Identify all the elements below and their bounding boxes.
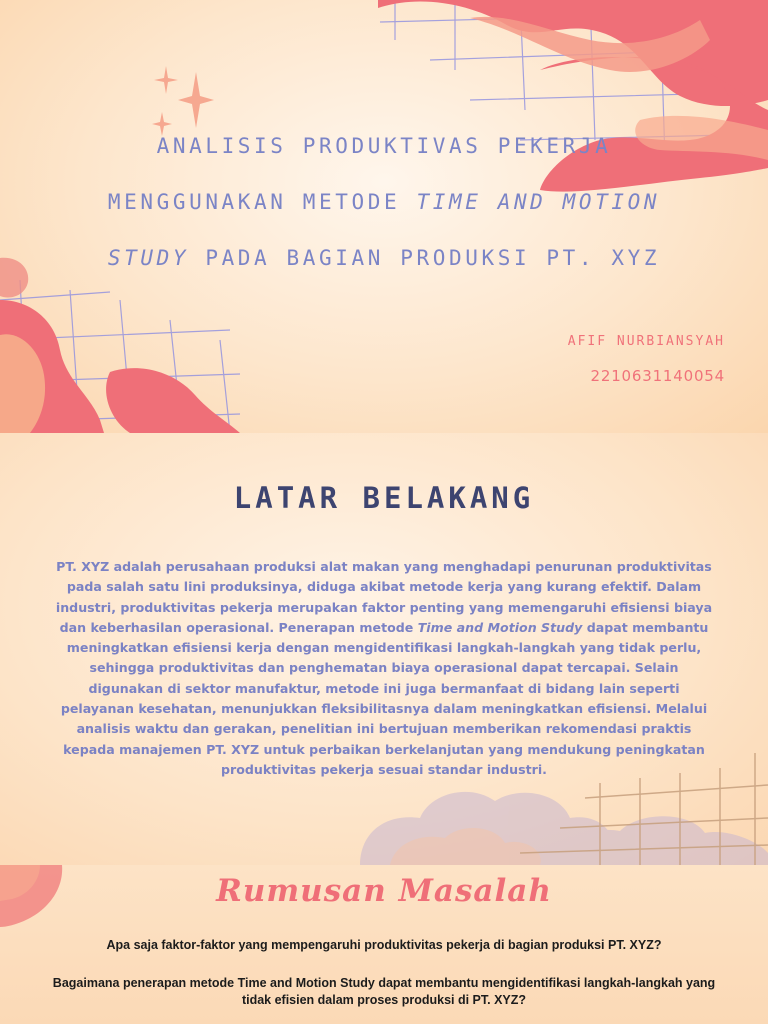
research-question-2: Bagaimana penerapan metode Time and Motion Study dapat membantu mengidentifikasi langkah-langkah yang tidak efisien dalam proses produksi di PT. XYZ? bbox=[52, 976, 716, 1007]
title-line-2-italic: TIME AND MOTION bbox=[416, 190, 661, 214]
paragraph-method-italic: Time and Motion Study bbox=[417, 619, 583, 635]
latar-belakang-paragraph bbox=[52, 557, 716, 780]
document-title-line-1: ANALISIS PRODUKTIVAS PEKERJA bbox=[156, 134, 612, 158]
author-student-id: 2210631140054 bbox=[590, 367, 725, 385]
title-section bbox=[0, 0, 768, 433]
paragraph-text-part-2: dapat membantu meningkatkan efisiensi kerja dengan mengidentifikasi langkah-langkah yang tidak perlu, sehingga produktivitas dan penghematan biaya operasional dapat tercapai. Selain digunakan di sektor manufaktur, metode ini juga bermanfaat di bidang lain seperti pelayanan kesehatan, menunjukkan fleksibilitasnya dalam meningkatkan efisiensi. Melalui analisis waktu dan gerakan, penelitian ini bertujuan memberikan rekomendasi praktis kepada manajemen PT. XYZ untuk perbaikan berkelanjutan yang mendukung peningkatan produktivitas pekerja sesuai standar industri. bbox=[60, 619, 709, 777]
rumusan-masalah-heading: Rumusan Masalah bbox=[216, 873, 552, 909]
paragraph-text-part-1: PT. XYZ adalah perusahaan produksi alat makan yang menghadapi penurunan produktivitas pada salah satu lini produksinya, diduga akibat metode kerja yang kurang efektif. Dalam industri, produktivitas pekerja merupakan faktor penting yang memengaruhi efisiensi biaya dan keberhasilan operasional. Penerapan metode bbox=[55, 559, 713, 635]
research-question-1: Apa saja faktor-faktor yang mempengaruhi produktivitas pekerja di bagian produksi PT. XYZ? bbox=[106, 938, 662, 952]
latar-belakang-heading: LATAR BELAKANG bbox=[233, 481, 535, 515]
title-line-3-text: PADA BAGIAN PRODUKSI PT. XYZ bbox=[189, 246, 661, 270]
document-title-line-2 bbox=[0, 190, 768, 214]
author-name: AFIF NURBIANSYAH bbox=[567, 334, 725, 349]
background-section bbox=[0, 433, 768, 865]
title-line-2-text: MENGGUNAKAN METODE bbox=[107, 190, 417, 214]
document-title-line-3 bbox=[0, 246, 768, 270]
title-line-3-italic: STUDY bbox=[107, 246, 190, 270]
problem-statement-section bbox=[0, 865, 768, 1024]
